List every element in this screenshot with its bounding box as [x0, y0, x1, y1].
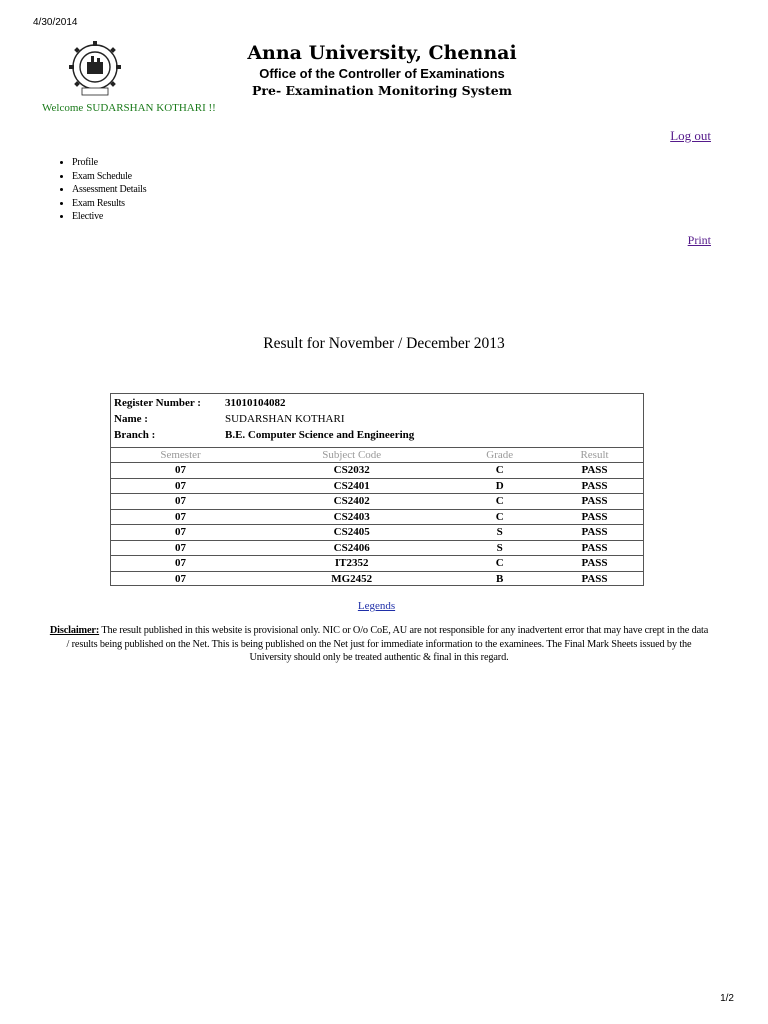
grade-cell-subject-code: CS2403 — [250, 509, 453, 525]
column-header-grade: Grade — [453, 448, 546, 463]
branch-label: Branch : — [114, 429, 156, 441]
disclaimer-text: The result published in this website is provisional only. NIC or O/o CoE, AU are not responsible for any inadvertent error that may have crept in the data / results being published on the Net. This is being published on the Net just for immediate information to the examinees. The Final Mark Sheets issued by the University should only be treated authentic & final in this regard. — [66, 625, 709, 663]
disclaimer-label: Disclaimer: — [49, 625, 100, 636]
welcome-user-name: SUDARSHAN KOTHARI !! — [86, 102, 216, 114]
grade-cell-semester: 07 — [111, 478, 250, 494]
grade-cell-grade: C — [453, 556, 546, 572]
grade-cell-result: PASS — [546, 540, 643, 556]
welcome-prefix: Welcome — [42, 102, 84, 114]
page-number: 1/2 — [720, 993, 734, 1004]
register-number-value: 31010104082 — [225, 397, 286, 409]
grade-cell-result: PASS — [581, 572, 608, 585]
grade-row — [111, 463, 643, 479]
nav-item-elective[interactable]: • Elective — [72, 210, 146, 224]
nav-item-exam-results[interactable]: • Exam Results — [72, 197, 146, 211]
column-header-semester: Semester — [111, 448, 250, 463]
grade-cell-subject-code: CS2032 — [250, 463, 453, 479]
nav-item-exam-schedule[interactable]: • Exam Schedule — [72, 170, 146, 184]
grades-table — [111, 447, 643, 586]
grade-row — [111, 556, 643, 572]
grade-cell-result: PASS — [546, 478, 643, 494]
grade-cell-subject-code: MG2452 — [331, 572, 373, 585]
column-header-subject-code: Subject Code — [250, 448, 453, 463]
grade-cell-subject-code: CS2402 — [250, 494, 453, 510]
university-logo — [63, 40, 127, 100]
grade-cell-result: PASS — [546, 509, 643, 525]
disclaimer — [48, 624, 710, 665]
grade-cell-subject-code: IT2352 — [250, 556, 453, 572]
grade-cell-grade: B — [496, 572, 504, 585]
nav-item-assessment-details[interactable]: • Assessment Details — [72, 183, 146, 197]
grade-cell-grade: C — [453, 509, 546, 525]
student-name-label: Name : — [114, 413, 148, 425]
grade-row — [111, 525, 643, 541]
grade-cell-result: PASS — [546, 556, 643, 572]
grade-cell-grade: D — [453, 478, 546, 494]
branch-row — [114, 429, 414, 441]
grade-cell-semester: 07 — [111, 509, 250, 525]
grade-cell-grade: S — [453, 525, 546, 541]
system-title: Pre- Examination Monitoring System — [252, 83, 512, 98]
main-nav — [55, 156, 146, 224]
grade-cell-grade: C — [453, 494, 546, 510]
result-panel — [110, 393, 644, 586]
logout-link[interactable]: Log out — [670, 128, 711, 143]
grade-cell-subject-code: CS2401 — [250, 478, 453, 494]
university-title: Anna University, Chennai — [247, 42, 517, 64]
office-title: Office of the Controller of Examinations — [259, 66, 505, 81]
grade-cell-result: PASS — [546, 463, 643, 479]
grade-cell-semester: 07 — [111, 540, 250, 556]
student-name-row — [114, 413, 344, 425]
register-number-label: Register Number : — [114, 397, 201, 409]
print-date: 4/30/2014 — [33, 17, 78, 28]
grade-cell-semester: 07 — [111, 525, 250, 541]
grade-row — [111, 540, 643, 556]
grade-cell-semester: 07 — [111, 494, 250, 510]
print-link[interactable]: Print — [687, 233, 711, 247]
grade-cell-semester: 07 — [111, 556, 250, 572]
grade-row — [111, 509, 643, 525]
grades-header-row — [111, 448, 643, 463]
grade-cell-semester: 07 — [111, 463, 250, 479]
grade-cell-grade: S — [453, 540, 546, 556]
grade-row — [111, 494, 643, 510]
grade-cell-result: PASS — [546, 494, 643, 510]
grade-cell-result: PASS — [546, 525, 643, 541]
grade-cell-semester: 07 — [175, 572, 187, 585]
grade-row — [111, 478, 643, 494]
nav-item-profile[interactable]: • Profile — [72, 156, 146, 170]
register-number-row — [114, 397, 286, 409]
column-header-result: Result — [546, 448, 643, 463]
welcome-message — [42, 102, 216, 114]
gear-logo-icon — [63, 40, 127, 100]
grade-cell-grade: C — [453, 463, 546, 479]
grade-cell-subject-code: CS2406 — [250, 540, 453, 556]
grade-cell-subject-code: CS2405 — [250, 525, 453, 541]
grade-row — [111, 571, 643, 586]
legends-link[interactable]: Legends — [357, 600, 396, 612]
branch-value: B.E. Computer Science and Engineering — [225, 429, 415, 441]
student-name-value: SUDARSHAN KOTHARI — [225, 413, 345, 425]
result-heading: Result for November / December 2013 — [263, 335, 505, 352]
